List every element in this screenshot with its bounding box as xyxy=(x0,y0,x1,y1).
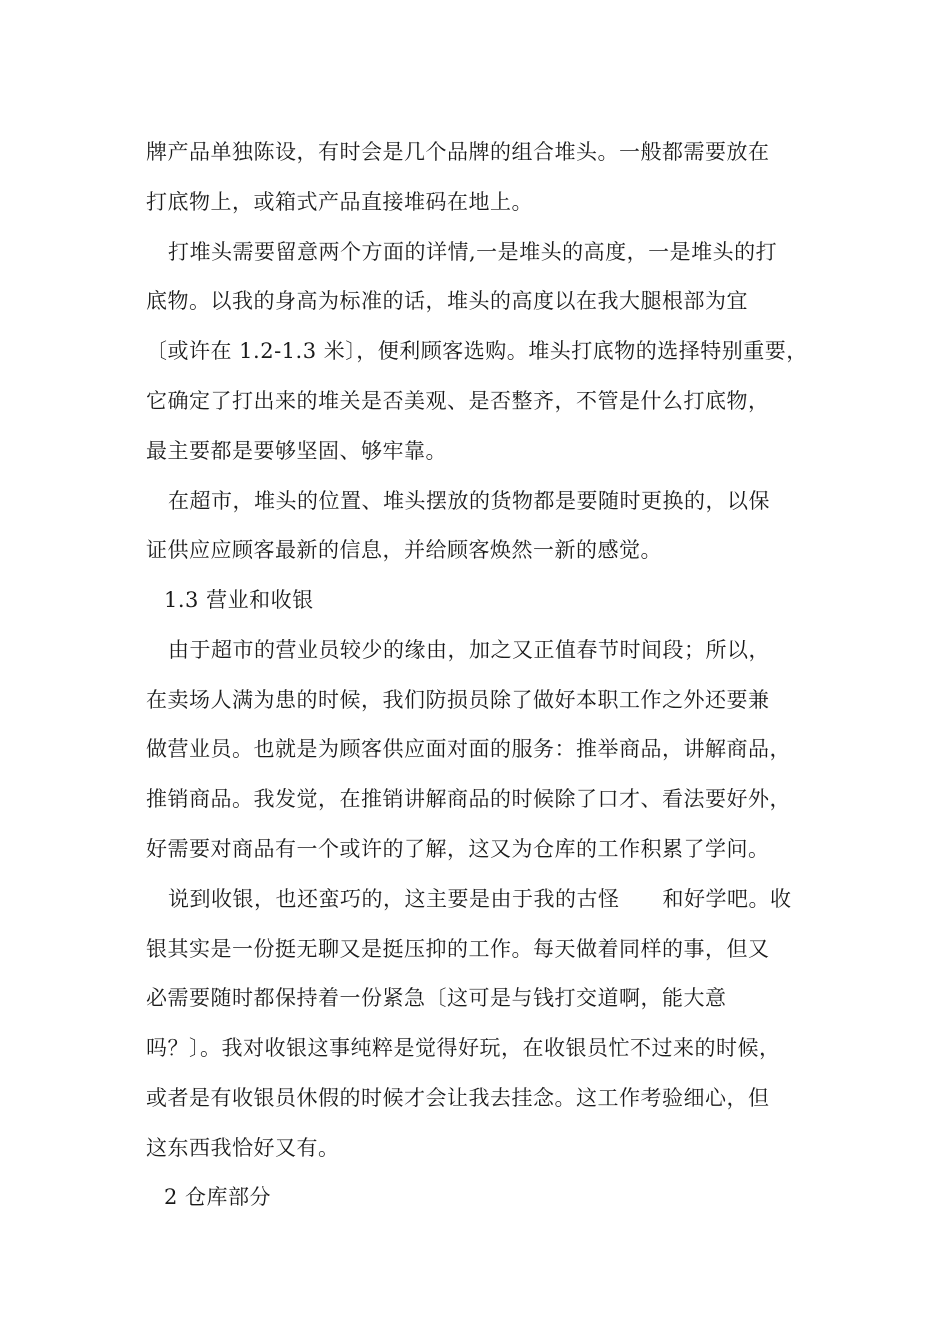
paragraph-line: 吗？〕。我对收银这事纯粹是觉得好玩，在收银员忙不过来的时候， xyxy=(146,1036,781,1060)
paragraph-line: 牌产品单独陈设，有时会是几个品牌的组合堆头。一般都需要放在 xyxy=(146,140,770,164)
paragraph-line: 它确定了打出来的堆关是否美观、是否整齐，不管是什么打底物， xyxy=(146,389,770,413)
paragraph-line: 由于超市的营业员较少的缘由，加之又正值春节时间段；所以， xyxy=(168,638,770,662)
paragraph-line: 底物。以我的身高为标准的话，堆头的高度以在我大腿根部为宜 xyxy=(146,289,748,313)
paragraph-line: 或者是有收银员休假的时候才会让我去挂念。这工作考验细心，但 xyxy=(146,1086,770,1110)
paragraph-line: 说到收银，也还蛮巧的，这主要是由于我的古怪 和好学吧。收 xyxy=(168,887,792,911)
paragraph-line: 最主要都是要够坚固、够牢靠。 xyxy=(146,439,447,463)
paragraph-line: 银其实是一份挺无聊又是挺压抑的工作。每天做着同样的事，但又 xyxy=(146,937,770,961)
paragraph-line: 这东西我恰好又有。 xyxy=(146,1136,340,1160)
section-heading: 2 仓库部分 xyxy=(164,1185,272,1209)
paragraph-line: 在卖场人满为患的时候，我们防损员除了做好本职工作之外还要兼 xyxy=(146,688,770,712)
paragraph-line: 好需要对商品有一个或许的了解，这又为仓库的工作积累了学问。 xyxy=(146,837,770,861)
paragraph-line: 推销商品。我发觉，在推销讲解商品的时候除了口才、看法要好外， xyxy=(146,787,791,811)
paragraph-line: 必需要随时都保持着一份紧急〔这可是与钱打交道啊，能大意 xyxy=(146,986,727,1010)
paragraph-line: 做营业员。也就是为顾客供应面对面的服务：推举商品，讲解商品， xyxy=(146,737,791,761)
paragraph-line: 打堆头需要留意两个方面的详情,一是堆头的高度，一是堆头的打 xyxy=(168,240,778,264)
section-heading: 1.3 营业和收银 xyxy=(164,588,314,612)
paragraph-line: 打底物上，或箱式产品直接堆码在地上。 xyxy=(146,190,533,214)
paragraph-line: 〔或许在 1.2-1.3 米〕，便利顾客选购。堆头打底物的选择特别重要， xyxy=(146,339,808,363)
paragraph-line: 在超市，堆头的位置、堆头摆放的货物都是要随时更换的，以保 xyxy=(168,489,770,513)
paragraph-line: 证供应应顾客最新的信息，并给顾客焕然一新的感觉。 xyxy=(146,538,662,562)
